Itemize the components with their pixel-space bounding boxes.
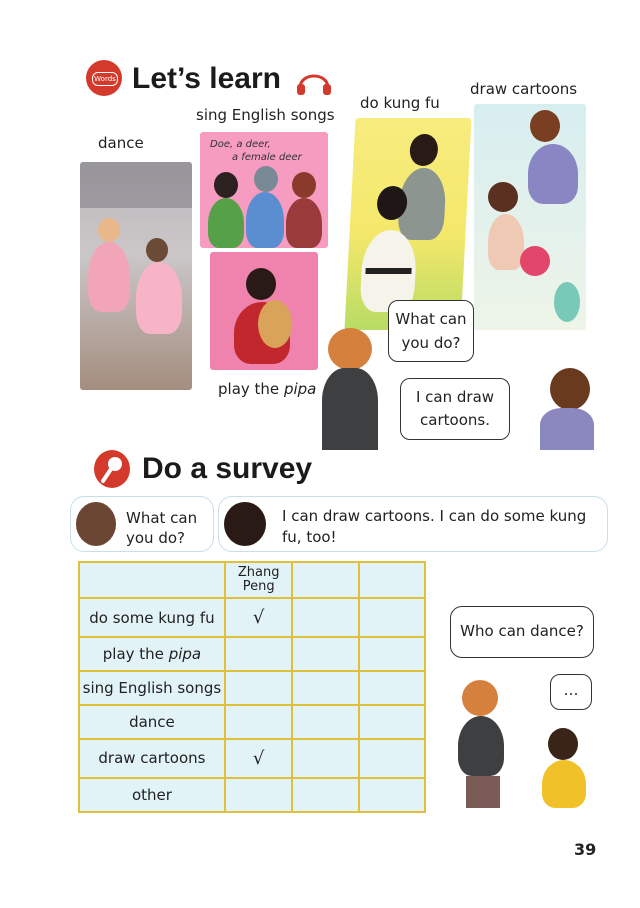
tick-cell[interactable] [225, 778, 293, 812]
play-pipa-picture [210, 252, 318, 370]
dance-picture [80, 162, 192, 390]
table-row [79, 637, 425, 671]
song-lyrics: Doe, a deer, a female deer [210, 139, 302, 163]
tick-cell[interactable]: √ [225, 739, 293, 778]
activity-cell: sing English songs [79, 671, 225, 705]
do-a-survey-title: Do a survey [142, 452, 313, 485]
tick-cell[interactable]: √ [225, 598, 293, 637]
caption-pipa-prefix: play the [218, 380, 280, 398]
table-header-row [79, 562, 425, 598]
boy-avatar [76, 502, 116, 546]
words-badge-icon [86, 60, 122, 96]
survey-answer-text: I can draw cartoons. I can do some kung fu, too! [282, 507, 587, 546]
caption-sing-english-songs: sing English songs [196, 106, 335, 124]
words-badge-label: Words [92, 72, 118, 86]
caption-play-the-pipa [218, 380, 316, 398]
bubble-ellipsis: … [550, 674, 592, 710]
activity-cell: play the pipa [79, 637, 225, 671]
activity-cell: do some kung fu [79, 598, 225, 637]
tick-cell[interactable] [225, 705, 293, 739]
tick-cell[interactable] [225, 637, 293, 671]
teacher-figure [318, 328, 388, 450]
girl-avatar [224, 502, 266, 546]
bubble-what-can-you-do: What can you do? [388, 300, 474, 362]
bubble-who-can-dance: Who can dance? [450, 606, 594, 658]
caption-dance: dance [98, 134, 144, 152]
sing-songs-picture [200, 132, 328, 248]
table-row [79, 671, 425, 705]
table-row [79, 598, 425, 637]
activity-cell: draw cartoons [79, 739, 225, 778]
boy-survey-figure [534, 728, 590, 808]
page-number: 39 [574, 840, 597, 859]
boy-figure [530, 368, 594, 450]
caption-do-kung-fu: do kung fu [360, 94, 440, 112]
headphones-icon[interactable] [296, 66, 332, 96]
microphone-icon [94, 450, 130, 488]
table-row [79, 778, 425, 812]
caption-pipa-word: pipa [283, 380, 317, 398]
activity-cell: dance [79, 705, 225, 739]
table-row [79, 705, 425, 739]
kung-fu-picture [344, 118, 471, 330]
survey-question-text: What can you do? [126, 509, 198, 547]
teacher-survey-figure [446, 680, 516, 808]
tick-cell[interactable] [225, 671, 293, 705]
column-header-zhang-peng: Zhang Peng [225, 562, 293, 598]
bubble-i-can-draw-cartoons: I can draw cartoons. [400, 378, 510, 440]
draw-cartoons-picture [474, 104, 586, 330]
activity-cell: other [79, 778, 225, 812]
survey-table [78, 561, 426, 813]
table-row [79, 739, 425, 778]
lets-learn-title: Let’s learn [132, 62, 281, 95]
caption-draw-cartoons: draw cartoons [470, 80, 578, 98]
